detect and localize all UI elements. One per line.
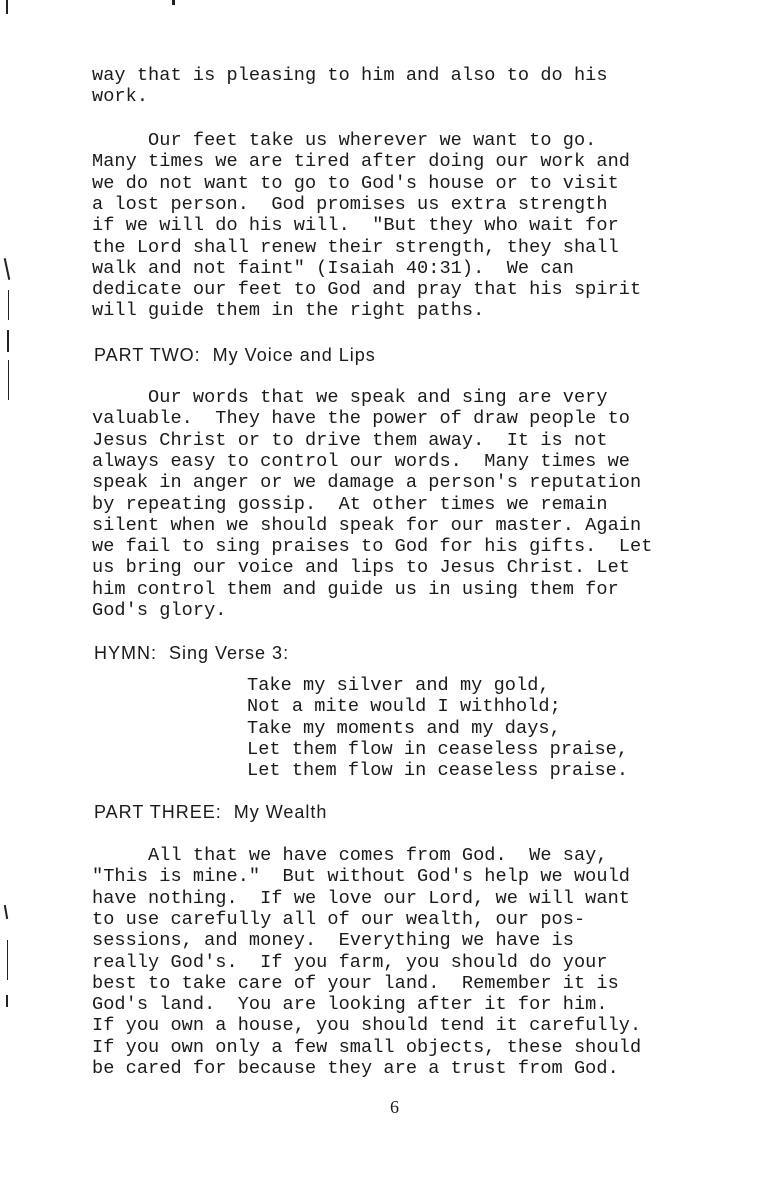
text-line: always easy to control our words. Many times we bbox=[92, 450, 630, 472]
text-line: Our feet take us wherever we want to go. bbox=[92, 130, 597, 151]
text-line: silent when we should speak for our master. Again bbox=[92, 514, 642, 536]
text-line: by repeating gossip. At other times we remain bbox=[92, 493, 608, 515]
text-line: to use carefully all of our wealth, our pos- bbox=[92, 908, 586, 930]
text-line: "This is mine." But without God's help we would bbox=[92, 866, 630, 888]
text-line: way that is pleasing to him and also to do his bbox=[92, 65, 608, 86]
text-line: If you own a house, you should tend it carefully. bbox=[92, 1015, 642, 1037]
text-line: Many times we are tired after doing our work and bbox=[92, 151, 630, 173]
scan-mark bbox=[7, 940, 8, 980]
scan-mark bbox=[4, 258, 11, 280]
scan-mark bbox=[4, 905, 8, 919]
text-line: the Lord shall renew their strength, they shall bbox=[92, 236, 619, 258]
text-line: will guide them in the right paths. bbox=[92, 300, 485, 322]
scan-mark bbox=[6, 995, 8, 1007]
text-line: him control them and guide us in using them for bbox=[92, 578, 619, 600]
text-line: speak in anger or we damage a person's reputation bbox=[92, 472, 642, 494]
text-line: Let them flow in ceaseless praise, bbox=[247, 738, 629, 760]
text-line: sessions, and money. Everything we have is bbox=[92, 930, 574, 952]
text-line: if we will do his will. "But they who wait for bbox=[92, 215, 619, 237]
text-line: Our words that we speak and sing are very bbox=[92, 387, 608, 408]
text-line: a lost person. God promises us extra strength bbox=[92, 193, 608, 215]
scan-mark bbox=[8, 290, 9, 320]
text-line: walk and not faint" (Isaiah 40:31). We can bbox=[92, 257, 574, 279]
text-line: be cared for because they are a trust from God. bbox=[92, 1058, 619, 1079]
text-line: have nothing. If we love our Lord, we will want bbox=[92, 887, 630, 909]
text-line: God's land. You are looking after it for him. bbox=[92, 994, 608, 1016]
text-line: All that we have comes from God. We say, bbox=[92, 845, 608, 866]
text-line: work. bbox=[92, 86, 149, 108]
scan-mark bbox=[8, 360, 9, 400]
text-line: God's glory. bbox=[92, 600, 227, 621]
text-line: dedicate our feet to God and pray that his spirit bbox=[92, 279, 642, 301]
text-line: Let them flow in ceaseless praise. bbox=[247, 760, 629, 782]
text-line: Not a mite would I withhold; bbox=[247, 696, 561, 718]
scan-mark bbox=[172, 0, 175, 5]
text-line: us bring our voice and lips to Jesus Christ. Let bbox=[92, 557, 630, 579]
part-two-heading: PART TWO: My Voice and Lips bbox=[94, 345, 376, 365]
text-line: Jesus Christ or to drive them away. It is not bbox=[92, 429, 608, 451]
text-line: really God's. If you farm, you should do your bbox=[92, 951, 608, 973]
part-three-heading: PART THREE: My Wealth bbox=[94, 802, 328, 822]
page-number: 6 bbox=[390, 1097, 399, 1117]
scan-mark bbox=[7, 330, 9, 352]
text-line: Take my moments and my days, bbox=[247, 717, 561, 739]
hymn-heading: HYMN: Sing Verse 3: bbox=[94, 643, 290, 663]
text-line: valuable. They have the power of draw people to bbox=[92, 408, 630, 430]
text-line: we do not want to go to God's house or to visit bbox=[92, 172, 619, 194]
text-line: we fail to sing praises to God for his gifts. Let bbox=[92, 536, 653, 558]
scan-mark bbox=[6, 0, 8, 14]
text-line: Take my silver and my gold, bbox=[247, 675, 550, 696]
text-line: If you own only a few small objects, these should bbox=[92, 1036, 642, 1058]
text-line: best to take care of your land. Remember it is bbox=[92, 972, 619, 994]
